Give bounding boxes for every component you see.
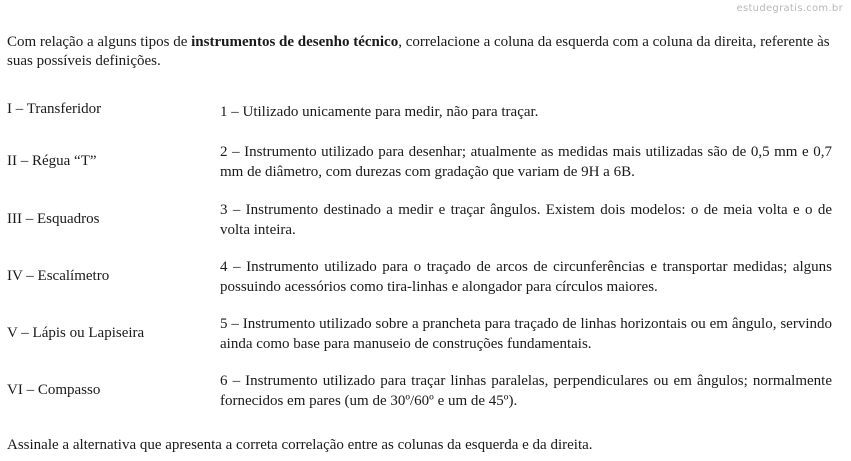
- right-column-item-4: 4 – Instrumento utilizado para o traçado de arcos de circunferências e transportar medidas; alguns possuindo acessórios como tira-linhas e alongador para círculos maiores.: [220, 259, 832, 295]
- left-column-item-2: II – Régua “T”: [7, 153, 97, 169]
- right-column-item-2: 2 – Instrumento utilizado para desenhar; atualmente as medidas mais utilizadas são de 0,5 mm e 0,7 mm de diâmetro, com durezas com gradação que variam de 9H a 6B.: [220, 144, 832, 180]
- intro-text-after: , correlacione a coluna da esquerda com a coluna da direita, referente às suas possíveis definições.: [7, 34, 830, 69]
- site-watermark: estudegratis.com.br: [736, 3, 843, 14]
- left-column-item-1: I – Transferidor: [7, 101, 102, 117]
- intro-text-before: Com relação a alguns tipos de: [7, 34, 192, 50]
- question-instruction: Assinale a alternativa que apresenta a correta correlação entre as colunas da esquerda e da direita.: [7, 437, 593, 453]
- right-column-item-3: 3 – Instrumento destinado a medir e traçar ângulos. Existem dois modelos: o de meia volta e o de volta inteira.: [220, 202, 832, 238]
- right-column-item-6: 6 – Instrumento utilizado para traçar linhas paralelas, perpendiculares ou em ângulos; normalmente fornecidos em pares (um de 30º/60º e um de 45º).: [220, 373, 832, 409]
- left-column-item-6: VI – Compasso: [7, 382, 101, 398]
- left-column-item-5: V – Lápis ou Lapiseira: [7, 325, 145, 341]
- left-column-item-3: III – Esquadros: [7, 211, 100, 227]
- question-intro: [7, 33, 845, 71]
- right-column-item-5: 5 – Instrumento utilizado sobre a prancheta para traçado de linhas horizontais ou em ângulo, servindo ainda como base para manuseio de construções fundamentais.: [220, 316, 832, 352]
- intro-bold-term: instrumentos de desenho técnico: [191, 34, 399, 50]
- right-column-item-1: 1 – Utilizado unicamente para medir, não para traçar.: [220, 104, 539, 120]
- left-column-item-4: IV – Escalímetro: [7, 268, 110, 284]
